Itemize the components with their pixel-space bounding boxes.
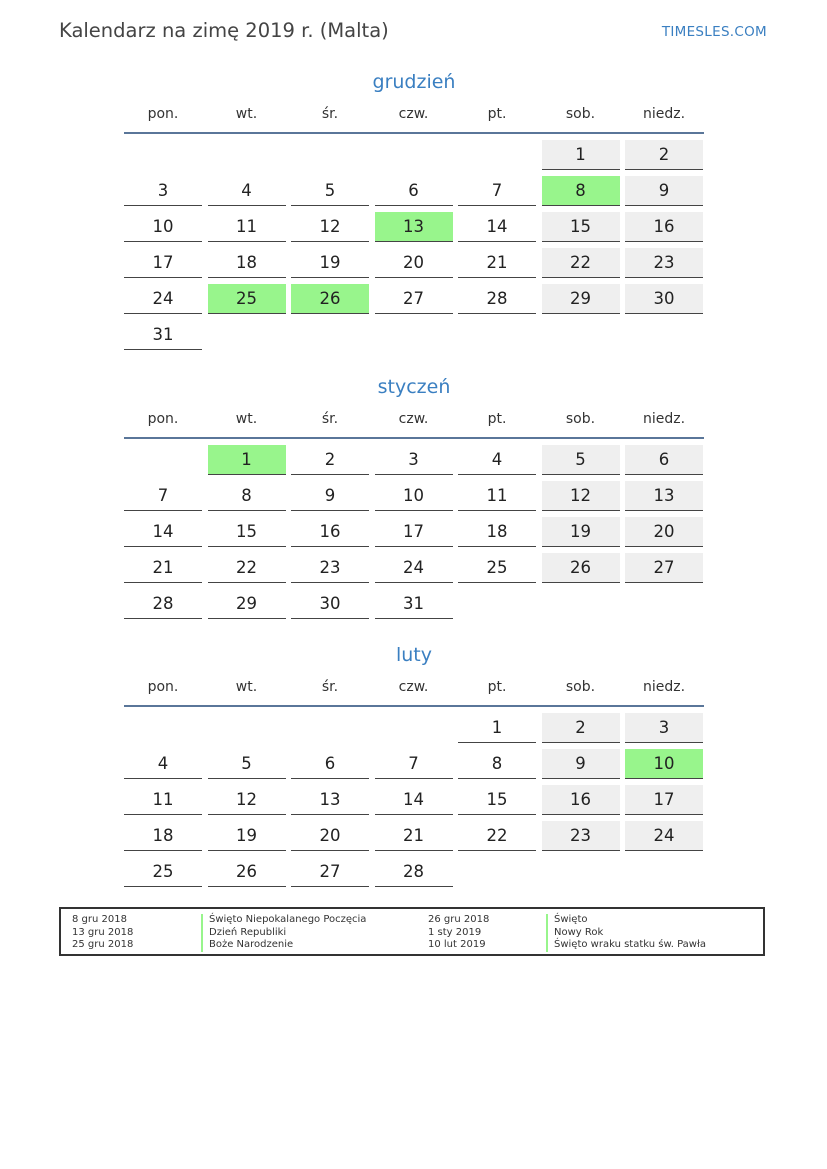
day-cell: 2 <box>625 140 703 170</box>
legend-dates-left <box>72 914 133 952</box>
legend-holiday-name: Święto wraku statku św. Pawła <box>546 939 706 952</box>
day-cell: 25 <box>458 553 536 583</box>
day-cell: 18 <box>124 821 202 851</box>
day-cell: 8 <box>208 481 286 511</box>
day-cell: 9 <box>291 481 369 511</box>
day-cell: 23 <box>291 553 369 583</box>
legend-date: 1 sty 2019 <box>428 926 482 938</box>
legend-date: 26 gru 2018 <box>428 914 490 925</box>
month-block <box>124 373 704 613</box>
holiday-day-cell: 8 <box>542 176 620 206</box>
weekday-label: sob. <box>565 411 596 427</box>
day-cell: 19 <box>208 821 286 851</box>
day-cell: 26 <box>542 553 620 583</box>
holiday-legend <box>59 907 765 956</box>
day-cell: 7 <box>124 481 202 511</box>
weekday-label: pt. <box>487 679 507 695</box>
day-cell: 15 <box>458 785 536 815</box>
day-cell: 16 <box>542 785 620 815</box>
day-cell: 27 <box>375 284 453 314</box>
weekday-label: pon. <box>147 411 179 427</box>
weekday-label: niedz. <box>642 106 686 122</box>
weekday-label: śr. <box>321 411 339 427</box>
holiday-day-cell: 26 <box>291 284 369 314</box>
day-cell: 24 <box>625 821 703 851</box>
day-cell: 30 <box>291 589 369 619</box>
day-cell: 20 <box>625 517 703 547</box>
day-cell: 25 <box>124 857 202 887</box>
day-cell: 17 <box>375 517 453 547</box>
day-cell: 9 <box>625 176 703 206</box>
day-cell: 3 <box>124 176 202 206</box>
day-cell: 19 <box>291 248 369 278</box>
day-cell: 10 <box>124 212 202 242</box>
legend-holiday-name: Dzień Republiki <box>201 927 366 940</box>
day-cell: 15 <box>542 212 620 242</box>
day-cell: 13 <box>625 481 703 511</box>
day-cell: 27 <box>291 857 369 887</box>
day-cell: 6 <box>625 445 703 475</box>
legend-holiday-name: Nowy Rok <box>546 927 706 940</box>
day-cell: 28 <box>124 589 202 619</box>
weekday-label: czw. <box>398 411 429 427</box>
month-block <box>124 68 704 344</box>
day-cell: 29 <box>542 284 620 314</box>
day-cell: 14 <box>124 517 202 547</box>
day-cell: 4 <box>458 445 536 475</box>
weekday-label: śr. <box>321 679 339 695</box>
day-cell: 8 <box>458 749 536 779</box>
day-cell: 13 <box>291 785 369 815</box>
month-title: luty <box>395 644 432 666</box>
weekday-label: niedz. <box>642 411 686 427</box>
page-title: Kalendarz na zimę 2019 r. (Malta) <box>59 19 389 42</box>
legend-holiday-name: Święto Niepokalanego Poczęcia <box>201 914 366 927</box>
legend-date: 10 lut 2019 <box>428 939 486 950</box>
day-cell: 12 <box>208 785 286 815</box>
day-cell: 16 <box>291 517 369 547</box>
day-cell: 2 <box>542 713 620 743</box>
holiday-day-cell: 25 <box>208 284 286 314</box>
day-cell: 5 <box>542 445 620 475</box>
legend-holiday-name: Święto <box>546 914 706 927</box>
weekday-label: sob. <box>565 106 596 122</box>
day-cell: 18 <box>458 517 536 547</box>
weekday-label: czw. <box>398 106 429 122</box>
weekday-label: pon. <box>147 679 179 695</box>
weekday-header <box>124 679 704 707</box>
weekday-label: czw. <box>398 679 429 695</box>
legend-date: 25 gru 2018 <box>72 939 134 950</box>
day-cell: 3 <box>375 445 453 475</box>
legend-date: 13 gru 2018 <box>72 926 134 938</box>
day-cell: 5 <box>208 749 286 779</box>
day-cell: 11 <box>458 481 536 511</box>
day-cell: 21 <box>124 553 202 583</box>
weekday-label: pt. <box>487 106 507 122</box>
brand-link[interactable]: TIMESLES.COM <box>661 24 767 40</box>
legend-dates-right <box>428 914 489 952</box>
day-cell: 17 <box>124 248 202 278</box>
day-cell: 7 <box>375 749 453 779</box>
day-cell: 14 <box>458 212 536 242</box>
day-cell: 9 <box>542 749 620 779</box>
day-cell: 17 <box>625 785 703 815</box>
day-cell: 24 <box>124 284 202 314</box>
day-cell: 24 <box>375 553 453 583</box>
day-cell: 20 <box>375 248 453 278</box>
weekday-label: pt. <box>487 411 507 427</box>
day-cell: 27 <box>625 553 703 583</box>
holiday-day-cell: 13 <box>375 212 453 242</box>
day-cell: 6 <box>291 749 369 779</box>
day-cell: 1 <box>542 140 620 170</box>
day-cell: 18 <box>208 248 286 278</box>
weekday-label: wt. <box>235 106 258 122</box>
day-cell: 29 <box>208 589 286 619</box>
weekday-label: pon. <box>147 106 179 122</box>
day-cell: 6 <box>375 176 453 206</box>
month-title: styczeń <box>377 376 451 398</box>
month-title: grudzień <box>372 71 456 93</box>
day-cell: 28 <box>375 857 453 887</box>
weekday-label: niedz. <box>642 679 686 695</box>
day-cell: 7 <box>458 176 536 206</box>
day-cell: 19 <box>542 517 620 547</box>
day-cell: 11 <box>208 212 286 242</box>
holiday-day-cell: 10 <box>625 749 703 779</box>
day-cell: 15 <box>208 517 286 547</box>
legend-names-left <box>201 914 366 952</box>
day-cell: 21 <box>375 821 453 851</box>
day-cell: 11 <box>124 785 202 815</box>
day-cell: 26 <box>208 857 286 887</box>
month-block <box>124 641 704 881</box>
weekday-label: sob. <box>565 679 596 695</box>
day-cell: 3 <box>625 713 703 743</box>
legend-holiday-name: Boże Narodzenie <box>201 939 366 952</box>
holiday-day-cell: 1 <box>208 445 286 475</box>
day-cell: 20 <box>291 821 369 851</box>
weekday-header <box>124 411 704 439</box>
day-cell: 23 <box>625 248 703 278</box>
day-cell: 22 <box>542 248 620 278</box>
legend-names-right <box>546 914 706 952</box>
day-cell: 23 <box>542 821 620 851</box>
day-cell: 30 <box>625 284 703 314</box>
weekday-label: wt. <box>235 679 258 695</box>
day-cell: 4 <box>124 749 202 779</box>
day-cell: 1 <box>458 713 536 743</box>
day-cell: 22 <box>458 821 536 851</box>
day-cell: 12 <box>542 481 620 511</box>
weekday-label: wt. <box>235 411 258 427</box>
day-cell: 28 <box>458 284 536 314</box>
day-cell: 14 <box>375 785 453 815</box>
day-cell: 31 <box>375 589 453 619</box>
day-cell: 12 <box>291 212 369 242</box>
day-cell: 16 <box>625 212 703 242</box>
weekday-label: śr. <box>321 106 339 122</box>
day-cell: 22 <box>208 553 286 583</box>
day-cell: 10 <box>375 481 453 511</box>
legend-date: 8 gru 2018 <box>72 914 127 925</box>
day-cell: 31 <box>124 320 202 350</box>
day-cell: 21 <box>458 248 536 278</box>
weekday-header <box>124 106 704 134</box>
day-cell: 4 <box>208 176 286 206</box>
day-cell: 5 <box>291 176 369 206</box>
day-cell: 2 <box>291 445 369 475</box>
